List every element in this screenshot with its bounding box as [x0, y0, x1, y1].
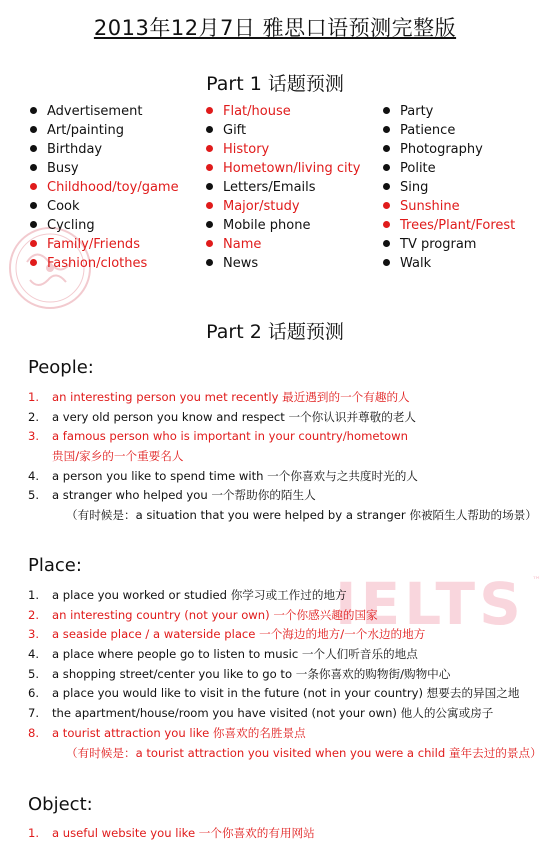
part1-topic-item — [383, 159, 515, 178]
bullet-icon — [383, 183, 390, 190]
item-text: the apartment/house/room you have visited (not your own) 他人的公寓或房子 — [52, 706, 494, 721]
bullet-icon — [30, 259, 37, 266]
topic-label: Birthday — [47, 142, 103, 157]
bullet-icon — [383, 221, 390, 228]
item-number: 6. — [28, 686, 40, 701]
bullet-icon — [206, 164, 213, 171]
topic-label: Mobile phone — [223, 218, 311, 233]
item-text: a useful website you like 一个你喜欢的有用网站 — [52, 826, 315, 840]
bullet-icon — [206, 240, 213, 247]
topic-label: Family/Friends — [47, 237, 140, 252]
place-topic-item — [28, 684, 540, 704]
item-text: a famous person who is important in your country/hometown — [52, 429, 408, 444]
topic-label: Patience — [400, 123, 456, 138]
bullet-icon — [30, 221, 37, 228]
part1-topic-item — [206, 121, 360, 140]
part1-topic-item — [30, 140, 179, 159]
part1-topic-item — [30, 102, 179, 121]
item-text: a person you like to spend time with 一个你喜欢与之共度时光的人 — [52, 468, 418, 483]
topic-label: Cycling — [47, 218, 95, 233]
topic-label: Busy — [47, 161, 79, 176]
topic-label: Walk — [400, 256, 432, 271]
object-topic-list — [28, 824, 540, 844]
item-number: 3. — [28, 627, 40, 642]
bullet-icon — [383, 126, 390, 133]
topic-label: History — [223, 142, 270, 157]
part1-topic-item — [383, 235, 515, 254]
part1-topic-item — [383, 102, 515, 121]
topic-label: Hometown/living city — [223, 161, 361, 176]
part1-topic-item — [206, 102, 360, 121]
topic-label: Trees/Plant/Forest — [400, 218, 516, 233]
part1-topic-item — [383, 178, 515, 197]
item-number: 8. — [28, 725, 40, 740]
bullet-icon — [206, 221, 213, 228]
ielts-watermark: IELTS — [335, 570, 525, 638]
bullet-icon — [30, 183, 37, 190]
bullet-icon — [30, 202, 37, 209]
topic-label: Childhood/toy/game — [47, 180, 179, 195]
topic-label: Polite — [400, 161, 436, 176]
bullet-icon — [206, 259, 213, 266]
part2-title: Part 2 话题预测 — [206, 321, 344, 343]
item-text: a very old person you know and respect 一个你认识并尊敬的老人 — [52, 409, 417, 424]
item-text: a stranger who helped you 一个帮助你的陌生人 — [52, 488, 316, 503]
bullet-icon — [30, 240, 37, 247]
part1-topic-item — [30, 216, 179, 235]
bullet-icon — [383, 107, 390, 114]
item-text: a tourist attraction you like 你喜欢的名胜景点 — [52, 725, 306, 740]
part1-topic-column-2 — [206, 102, 360, 273]
part1-topic-item — [30, 235, 179, 254]
part1-topic-column-3 — [383, 102, 515, 273]
item-text: a place you worked or studied 你学习或工作过的地方 — [52, 588, 347, 602]
bullet-icon — [206, 107, 213, 114]
people-topic-item — [28, 447, 540, 467]
people-heading: People: — [28, 357, 94, 378]
people-topic-item — [28, 388, 540, 408]
people-topic-item — [28, 506, 540, 526]
place-topic-item — [28, 606, 540, 626]
bullet-icon — [383, 145, 390, 152]
item-number: 4. — [28, 647, 40, 662]
part1-topic-item — [383, 140, 515, 159]
part1-topic-item — [383, 121, 515, 140]
item-text: a shopping street/center you like to go to 一条你喜欢的购物街/购物中心 — [52, 666, 451, 681]
part1-topic-item — [30, 254, 179, 273]
people-topic-item — [28, 408, 540, 428]
item-text: an interesting person you met recently 最近遇到的一个有趣的人 — [52, 390, 410, 404]
part1-title: Part 1 话题预测 — [206, 73, 344, 95]
bullet-icon — [383, 259, 390, 266]
item-number: 7. — [28, 706, 40, 721]
bullet-icon — [30, 145, 37, 152]
topic-label: Gift — [223, 123, 247, 138]
place-topic-item — [28, 625, 540, 645]
bullet-icon — [206, 145, 213, 152]
item-number: 5. — [28, 666, 40, 681]
topic-label: Sing — [400, 180, 429, 195]
part1-topic-item — [206, 159, 360, 178]
object-topic-item — [28, 824, 540, 844]
place-topic-item — [28, 724, 540, 744]
bullet-icon — [30, 126, 37, 133]
topic-label: Cook — [47, 199, 80, 214]
item-number: 4. — [28, 468, 40, 483]
item-number: 2. — [28, 409, 40, 424]
part1-topic-item — [206, 216, 360, 235]
part1-topic-item — [206, 254, 360, 273]
people-topic-item — [28, 427, 540, 447]
item-number: 1. — [28, 588, 40, 602]
topic-label: Flat/house — [223, 104, 291, 119]
place-topic-item — [28, 744, 540, 764]
bullet-icon — [206, 183, 213, 190]
bullet-icon — [206, 126, 213, 133]
topic-label: Party — [400, 104, 434, 119]
place-heading: Place: — [28, 555, 82, 576]
place-topic-item — [28, 665, 540, 685]
part1-topic-item — [30, 178, 179, 197]
bullet-icon — [30, 107, 37, 114]
place-topic-item — [28, 704, 540, 724]
topic-label: Sunshine — [400, 199, 460, 214]
item-text: a place you would like to visit in the future (not in your country) 想要去的异国之地 — [52, 686, 520, 701]
item-text: （有时候是：a tourist attraction you visited when you were a child 童年去过的景点） — [66, 745, 542, 760]
part1-topic-item — [30, 121, 179, 140]
topic-label: Advertisement — [47, 104, 143, 119]
part1-topic-item — [383, 197, 515, 216]
item-text: a seaside place / a waterside place 一个海边的地方/一个水边的地方 — [52, 627, 426, 642]
item-text: 贵国/家乡的一个重要名人 — [52, 449, 184, 464]
item-text: a place where people go to listen to music 一个人们听音乐的地点 — [52, 647, 418, 662]
part1-topic-item — [30, 159, 179, 178]
bullet-icon — [383, 240, 390, 247]
item-number: 1. — [28, 826, 40, 840]
topic-label: Name — [223, 237, 262, 252]
part1-topic-item — [206, 140, 360, 159]
item-number: 3. — [28, 429, 40, 444]
part1-topic-item — [383, 216, 515, 235]
bullet-icon — [383, 164, 390, 171]
topic-label: Fashion/clothes — [47, 256, 148, 271]
people-topic-item — [28, 486, 540, 506]
place-topic-list — [28, 586, 540, 763]
item-number: 1. — [28, 390, 40, 404]
bullet-icon — [206, 202, 213, 209]
topic-label: Letters/Emails — [223, 180, 316, 195]
people-topic-list — [28, 388, 540, 526]
item-text: an interesting country (not your own) 一个你感兴趣的国家 — [52, 607, 378, 622]
topic-label: News — [223, 256, 259, 271]
part1-topic-item — [206, 235, 360, 254]
page-title: 2013年12月7日 雅思口语预测完整版 — [93, 16, 457, 40]
item-number: 2. — [28, 607, 40, 622]
people-topic-item — [28, 467, 540, 487]
part1-topic-item — [206, 197, 360, 216]
topic-label: Photography — [400, 142, 483, 157]
bullet-icon — [383, 202, 390, 209]
object-heading: Object: — [28, 794, 93, 815]
part1-topic-item — [206, 178, 360, 197]
part1-topic-item — [383, 254, 515, 273]
topic-label: Art/painting — [47, 123, 124, 138]
part1-topic-column-1 — [30, 102, 179, 273]
item-text: （有时候是：a situation that you were helped by a stranger 你被陌生人帮助的场景） — [66, 508, 537, 523]
watermark-trademark: ™ — [532, 576, 541, 586]
place-topic-item — [28, 586, 540, 606]
topic-label: Major/study — [223, 199, 300, 214]
item-number: 5. — [28, 488, 40, 503]
topic-label: TV program — [400, 237, 477, 252]
place-topic-item — [28, 645, 540, 665]
bullet-icon — [30, 164, 37, 171]
part1-topic-item — [30, 197, 179, 216]
